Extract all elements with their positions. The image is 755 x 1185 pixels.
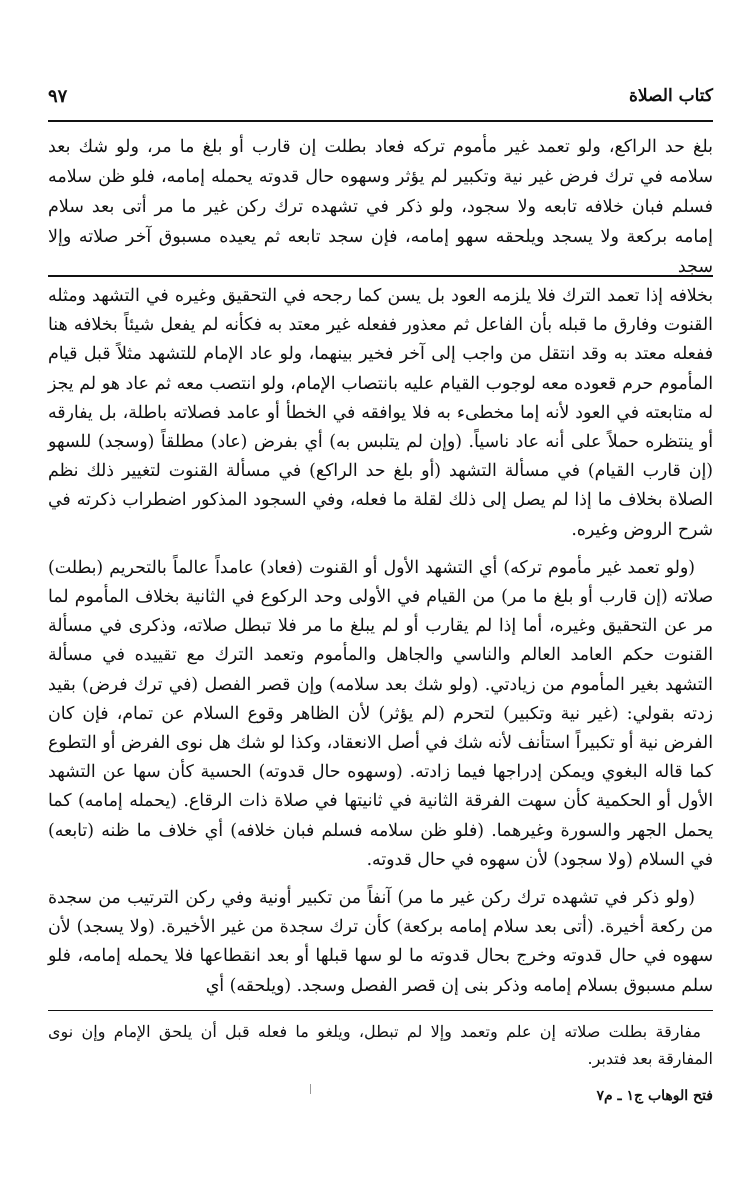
commentary-paragraph: (ولو تعمد غير مأموم تركه) أي التشهد الأول أو القنوت (فعاد) عامداً عالماً بالتحريم (بطلت) صلاته (إن قارب أو بلغ ما مر) من القيام في الأولى وحد الركوع في الثانية بخلاف المأموم لما مر عن التحقيق وغيره، أما إذا لم يقارب أو لم يبلغ ما مر فلا تبطل صلاته، وذكرى في مسألة القنوت حكم العامد العالم والناسي والجاهل والمأموم وتعمد الترك مع تقييده في مسألة التشهد بغير المأموم من زيادتي. (ولو شك بعد سلامه) وإن قصر الفصل (في ترك فرض) بقيد زدته بقولي: (غير نية وتكبير) لتحرم (لم يؤثر) لأن الظاهر وقوع السلام عن تمام، فإن كان الفرض نية أو تكبيراً استأنف لأنه شك في أصل الانعقاد، وكذا لو شك هل نوى الفرض أو التطوع كما قاله البغوي ويمكن إدراجها فيما زادته. (وسهوه حال قدوته) الحسية كأن سها عن التشهد الأول أو الحكمية كأن سهت الفرقة الثانية في ثانيتها في صلاة ذات الرقاع. (يحمله إمامه) كما يحمل الجهر والسورة وغيرهما. (فلو ظن سلامه فسلم فبان خلافه) أي خلاف ما ظنه (تابعه) في السلام (ولا سجود) لأن سهوه في حال قدوته. bbox=[48, 557, 713, 870]
main-text: بلغ حد الراكع، ولو تعمد غير مأموم تركه فعاد بطلت إن قارب أو بلغ ما مر، ولو شك بعد سلامه في ترك فرض غير نية وتكبير لم يؤثر وسهوه حال قدوته يحمله إمامه، فلو ظن سلامه فسلم فبان خلافه تابعه ولا سجود، ولو ذكر في تشهده ترك ركن غير ما مر أتى بعد سلام إمامه بركعة ولا يسجد ويلحقه سهو إمامه، فإن سجد تابعه ثم يعيده مسبوق آخر صلاته وإلا سجد bbox=[48, 137, 713, 277]
running-header bbox=[48, 84, 713, 116]
footnote: مفارقة بطلت صلاته إن علم وتعمد وإلا لم تبطل، ويلغو ما فعله قبل أن يلحق الإمام وإن نوى المفارقة بعد فتدبر. bbox=[48, 1022, 713, 1068]
footnote-divider bbox=[48, 1010, 713, 1011]
header-rule bbox=[48, 120, 713, 122]
text-commentary-divider bbox=[48, 275, 713, 277]
page-number: ٩٧ bbox=[48, 86, 68, 107]
printer-signature: فتح الوهاب ج١ ـ م٧ bbox=[596, 1088, 713, 1104]
printer-mark bbox=[310, 1084, 311, 1094]
chapter-title: كتاب الصلاة bbox=[628, 86, 713, 106]
commentary-paragraph: بخلافه إذا تعمد الترك فلا يلزمه العود بل يسن كما رجحه في التحقيق وغيره في التشهد ومثله القنوت وفارق ما قبله بأن الفاعل ثم معذور ففعله غير معتد به فكأنه لم يفعل شيئاً بخلافه هنا ففعله معتد به وقد انتقل من واجب إلى آخر فخير بينهما، ولو عاد الإمام للتشهد مثلاً قبل قيام المأموم حرم قعوده معه لوجوب القيام عليه بانتصاب الإمام، ولو انتصب معه ثم عاد هو لم يجز له متابعته في العود لأنه إما مخطىء به فلا يوافقه في الخطأ أو عامد فصلاته باطلة، بل يفارقه أو ينتظره حملاً على أنه عاد ناسياً. (وإن لم يتلبس به) أي بفرض (عاد) مطلقاً (وسجد) للسهو (إن قارب القيام) في مسألة التشهد (أو بلغ حد الراكع) في مسألة القنوت لتغيير ذلك نظم الصلاة بخلاف ما إذا لم يصل إلى ذلك لقلة ما فعله، وفي السجود المذكور اضطراب ذكرته في شرح الروض وغيره. bbox=[48, 286, 713, 540]
commentary-paragraph: (ولو ذكر في تشهده ترك ركن غير ما مر) آنفاً من تكبير أونية وفي ركن الترتيب من سجدة من ركعة أخيرة. (أتى بعد سلام إمامه بركعة) كأن ترك سجدة من غير الأخيرة. (ولا يسجد) لأن سهوه في حال قدوته وخرج بحال قدوته ما لو سها قبلها أو بعد انقطاعها فلا يحمله إمامه، فلو سلم مسبوق بسلام إمامه وذكر بنى إن قصر الفصل وسجد. (ويلحقه) أي bbox=[48, 888, 713, 996]
commentary bbox=[48, 282, 713, 1010]
